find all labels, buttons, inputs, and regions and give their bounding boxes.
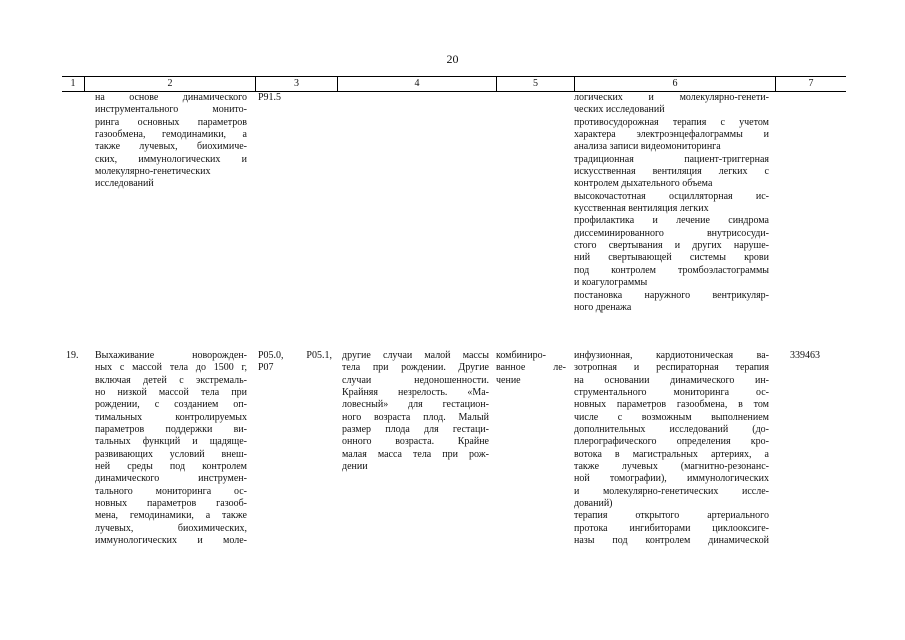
row1-method-line: искусственная вентиляция легких с [574,166,769,178]
header-col-4: 4 [414,78,420,89]
row19-name-cell [95,350,247,548]
row19-model-line: ного возраста плод. Малый [342,411,489,423]
row19-method-line: на основании динамического ин- [574,374,769,386]
row1-method-line: характера электроэнцефалограммы и [574,129,769,141]
row1-name-cell [95,92,247,191]
row19-method-line: назы под контролем динамической [574,535,769,547]
row1-name-line: инструментального монито- [95,104,247,116]
row19-name-line: рождении, с созданием оп- [95,399,247,411]
row19-treatment-line: комбиниро- [496,350,546,361]
row19-name-line: параметров поддержки ви- [95,424,247,436]
row19-treatment-line: ванное ле- [496,362,566,374]
row1-code-line: P91.5 [258,92,282,103]
row19-name-line: но низкой массой тела при [95,387,247,399]
row19-model-line: другие случаи малой массы [342,350,489,361]
row19-method-line: дований) [574,498,613,510]
row19-method-line: ной томографии), иммунологических [574,473,769,485]
row19-method-line: числе с возможным выполнением [574,411,769,423]
row19-model-cell [342,350,489,473]
row1-name-line: молекулярно-генетических [95,166,211,178]
row19-name-line: тальных функций и щадяще- [95,436,247,448]
row19-method-line: также лучевых (магнитно-резонанс- [574,461,769,473]
row1-method-line: диссеминированного внутрисосуди- [574,227,769,239]
row1-method-line: кусственная вентиляция легких [574,203,709,215]
row19-number: 19. [66,350,79,361]
row1-method-line: постановка наружного вентрикуляр- [574,289,769,301]
row19-code-line: P05.0, P05.1, [258,350,332,361]
row19-name-line: Выхаживание новорожден- [95,350,247,361]
row19-model-line: онного возраста. Крайне [342,436,489,448]
header-col-5: 5 [533,78,538,89]
row1-name-line: также лучевых, биохимиче- [95,141,247,153]
row19-name-line: новных параметров газооб- [95,498,247,510]
header-col-1: 1 [70,78,76,89]
row19-method-line: вотока в магистральных артериях, а [574,448,769,460]
header-col-7: 7 [808,78,814,89]
row19-treatment-line: чение [496,374,521,386]
row19-name-line: лучевых, биохимических, [95,522,247,534]
header-col-2: 2 [167,78,173,89]
row19-code-line: P07 [258,362,274,374]
row1-method-line: логических и молекулярно-генети- [574,92,769,103]
row19-model-line: Крайняя незрелость. «Ма- [342,387,489,399]
row19-name-line: ней среды под контролем [95,461,247,473]
row19-model-line: дении [342,461,368,473]
row19-name-line: мена, гемодинамики, а также [95,510,247,522]
row1-name-line: ских, иммунологических и [95,153,247,165]
row19-name-line: тального мониторинга ос- [95,485,247,497]
row19-model-line: малая масса тела при рож- [342,448,489,460]
row1-method-line: и коагулограммы [574,277,648,289]
row1-method-line: ний свертывающей системы крови [574,252,769,264]
row19-method-line: дополнительных исследований (до- [574,424,769,436]
row19-model-line: тела при рождении. Другие [342,362,489,374]
row1-method-line: противосудорожная терапия с учетом [574,116,769,128]
row19-name-line: ных с массой тела до 1500 г, [95,362,247,374]
row1-method-line: анализа записи видеомониторинга [574,141,721,153]
row1-name-line: на основе динамического [95,92,247,103]
row19-codes-cell [258,350,332,375]
row19-method-line: зотропная и респираторная терапия [574,362,769,374]
row1-method-line: высокочастотная осцилляторная ис- [574,190,769,202]
row19-method-line: инфузионная, кардиотоническая ва- [574,350,769,361]
row19-method-line: новных параметров газообмена, в том [574,399,769,411]
row19-name-line: развивающих условий внеш- [95,448,247,460]
row19-model-line: случаи недоношенности. [342,374,489,386]
row19-name-line: динамического инструмен- [95,473,247,485]
row1-method-line: стого свертывания и других наруше- [574,240,769,252]
row19-method-line: и молекулярно-генетических иссле- [574,485,769,497]
row1-name-line: исследований [95,178,154,190]
row1-name-line: газообмена, гемодинамики, а [95,129,247,141]
row1-method-line: традиционная пациент-триггерная [574,153,769,165]
page-number: 20 [446,52,459,66]
row19-method-line: плерографического определения кро- [574,436,769,448]
table-header-row [62,76,846,92]
row1-codes-cell [258,92,336,104]
row1-name-line: ринга основных параметров [95,116,247,128]
row19-treatment-type-cell [496,350,566,387]
row1-methods-cell [574,92,769,314]
row19-method-line: струментального мониторинга ос- [574,387,769,399]
row1-method-line: под контролем тромбоэластограммы [574,264,769,276]
row19-methods-cell [574,350,769,548]
row19-model-line: размер плода для гестаци- [342,424,489,436]
header-col-6: 6 [672,78,678,89]
row1-method-line: контролем дыхательного объема [574,178,713,190]
row19-method-line: терапия открытого артериального [574,510,769,522]
row19-name-line: иммунологических и моле- [95,535,247,547]
row19-cost: 339463 [790,350,820,361]
header-col-3: 3 [294,78,299,89]
row1-method-line: ческих исследований [574,104,665,116]
row19-model-line: ловесный» для гестацион- [342,399,489,411]
row1-method-line: ного дренажа [574,301,632,313]
row1-method-line: профилактика и лечение синдрома [574,215,769,227]
row19-name-line: включая детей с экстремаль- [95,374,247,386]
row19-name-line: тимальных контролируемых [95,411,247,423]
row19-method-line: протока ингибиторами циклооксиге- [574,522,769,534]
